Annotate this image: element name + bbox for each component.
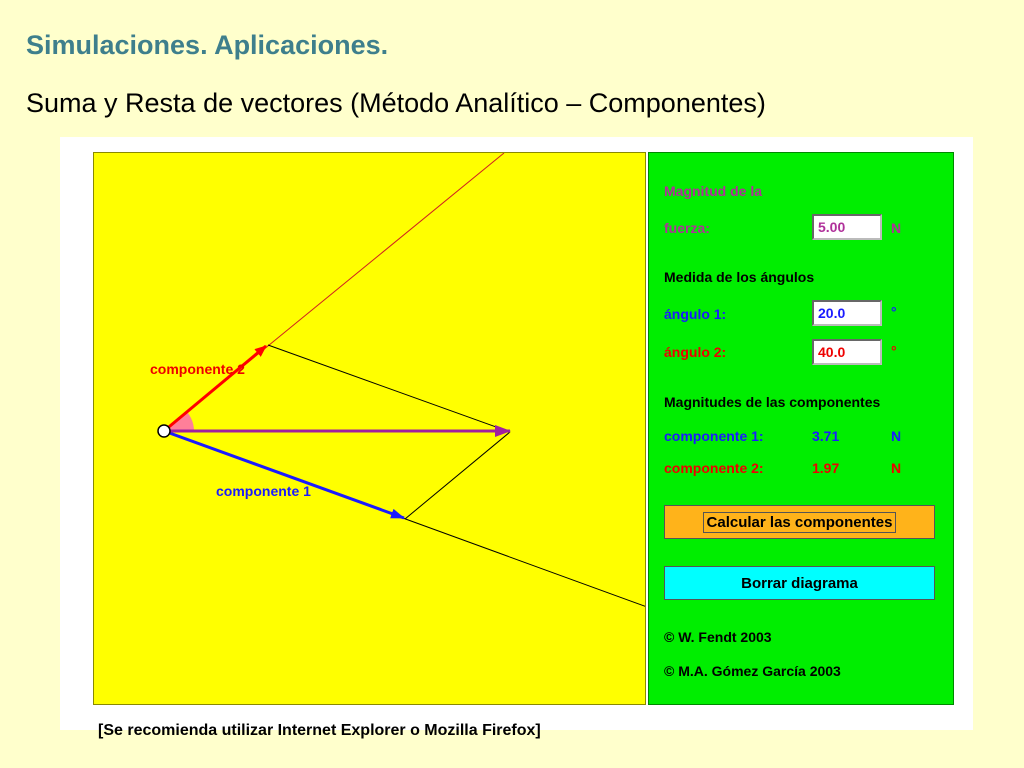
browser-recommendation-note: [Se recomienda utilizar Internet Explorer o Mozilla Firefox] [98, 722, 541, 739]
magnitude-heading: Magnitud de la [664, 183, 762, 199]
credit-gomez-garcia: © M.A. Gómez García 2003 [664, 663, 841, 679]
angle-1-label: ángulo 1: [664, 306, 727, 322]
credit-fendt: © W. Fendt 2003 [664, 629, 772, 645]
calculate-components-button[interactable] [664, 505, 935, 539]
parallel-line-1 [268, 345, 510, 432]
component-1-vector [164, 431, 404, 518]
parallel-line-2 [405, 432, 510, 519]
component-2-vector [164, 346, 266, 431]
vector-diagram[interactable] [93, 152, 646, 705]
diagram-canvas [94, 153, 646, 705]
component-1-result-unit: N [891, 428, 902, 444]
calculate-components-label: Calcular las componentes [703, 512, 897, 533]
origin-handle[interactable] [158, 425, 170, 437]
slide-subtitle: Suma y Resta de vectores (Método Analítico – Componentes) [26, 88, 766, 118]
component-2-result-value: 1.97 [812, 460, 840, 476]
angle-2-input[interactable]: 40.0 [812, 339, 882, 365]
component-1-result-value: 3.71 [812, 428, 840, 444]
angle-2-unit: ° [891, 343, 897, 359]
slide-title: Simulaciones. Aplicaciones. [26, 30, 389, 60]
angle-2-label: ángulo 2: [664, 344, 727, 360]
component-1-label: componente 1 [216, 483, 311, 499]
force-input[interactable]: 5.00 [812, 214, 882, 240]
component-2-result-unit: N [891, 460, 902, 476]
angle-1-unit: ° [891, 304, 897, 320]
angles-heading: Medida de los ángulos [664, 269, 815, 285]
force-label: fuerza: [664, 220, 710, 236]
clear-diagram-button[interactable]: Borrar diagrama [664, 566, 935, 600]
component-2-label: componente 2 [150, 361, 245, 377]
component-1-result-label: componente 1: [664, 428, 764, 444]
force-unit: N [891, 220, 902, 236]
angle-1-input[interactable]: 20.0 [812, 300, 882, 326]
components-heading: Magnitudes de las componentes [664, 394, 881, 410]
component-2-result-label: componente 2: [664, 460, 764, 476]
control-panel [648, 152, 954, 705]
